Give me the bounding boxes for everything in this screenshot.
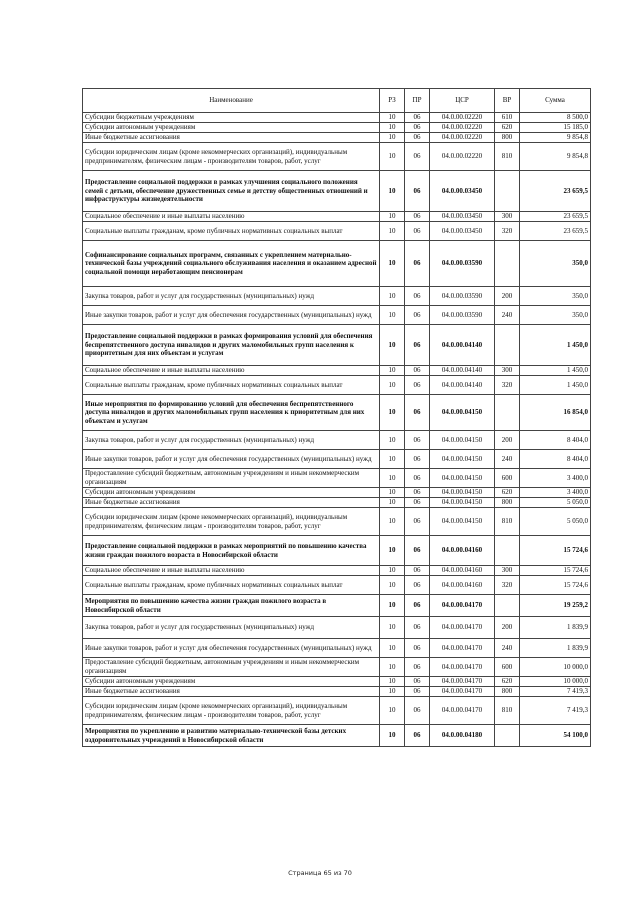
cell-sum: 10 000,0 [520,677,591,687]
cell-name: Субсидии автономным учреждениям [83,488,380,498]
table-row [83,222,591,241]
cell-pr: 06 [405,536,430,566]
cell-name: Иные мероприятия по формированию условий для обеспечения беспрепятственного доступа инвалидов и других маломобильных групп населения к приоритетным для них объектам и услугам [83,395,380,431]
table-row [83,576,591,595]
cell-vr: 620 [495,677,520,687]
header-vr: ВР [495,89,520,113]
table-row [83,508,591,536]
cell-vr [495,241,520,287]
cell-pr: 06 [405,450,430,469]
cell-csr: 04.0.00.02220 [430,143,495,171]
cell-vr: 810 [495,143,520,171]
table-row [83,450,591,469]
cell-pr: 06 [405,697,430,725]
cell-pr: 06 [405,498,430,508]
cell-vr: 200 [495,431,520,450]
cell-name: Иные бюджетные ассигнования [83,687,380,697]
cell-csr: 04.0.00.04160 [430,566,495,576]
cell-vr: 620 [495,488,520,498]
cell-name: Предоставление субсидий бюджетным, автономным учреждениям и иным некоммерческим организациям [83,469,380,488]
table-row [83,287,591,306]
table-row [83,595,591,617]
cell-csr: 04.0.00.04170 [430,639,495,658]
table-row [83,536,591,566]
cell-sum: 19 259,2 [520,595,591,617]
cell-sum: 15 724,6 [520,536,591,566]
cell-pr: 06 [405,576,430,595]
cell-rz: 10 [380,325,405,366]
cell-sum: 15 724,6 [520,566,591,576]
cell-sum: 5 050,0 [520,498,591,508]
cell-csr: 04.0.00.03450 [430,212,495,222]
cell-csr: 04.0.00.04140 [430,376,495,395]
cell-pr: 06 [405,366,430,376]
cell-sum: 350,0 [520,306,591,325]
cell-vr: 300 [495,366,520,376]
cell-name: Мероприятия по повышению качества жизни граждан пожилого возраста в Новосибирской области [83,595,380,617]
table-header-row [83,89,591,113]
cell-vr [495,171,520,212]
table-row [83,113,591,123]
cell-pr: 06 [405,639,430,658]
cell-vr: 200 [495,617,520,639]
cell-rz: 10 [380,143,405,171]
cell-pr: 06 [405,431,430,450]
cell-name: Социальное обеспечение и иные выплаты населению [83,366,380,376]
cell-sum: 7 419,3 [520,687,591,697]
cell-sum: 23 659,5 [520,222,591,241]
cell-csr: 04.0.00.03450 [430,222,495,241]
cell-csr: 04.0.00.04150 [430,431,495,450]
cell-vr: 240 [495,639,520,658]
cell-name: Субсидии автономным учреждениям [83,677,380,687]
table-row [83,725,591,747]
cell-rz: 10 [380,431,405,450]
header-pr: ПР [405,89,430,113]
cell-sum: 1 839,9 [520,617,591,639]
cell-sum: 350,0 [520,287,591,306]
cell-name: Предоставление социальной поддержки в рамках мероприятий по повышению качества жизни граждан пожилого возраста в Новосибирской области [83,536,380,566]
cell-csr: 04.0.00.04170 [430,617,495,639]
cell-csr: 04.0.00.03590 [430,241,495,287]
table-row [83,171,591,212]
budget-table [82,88,591,747]
cell-pr: 06 [405,617,430,639]
cell-name: Субсидии бюджетным учреждениям [83,113,380,123]
cell-csr: 04.0.00.04170 [430,595,495,617]
cell-rz: 10 [380,687,405,697]
cell-rz: 10 [380,677,405,687]
cell-sum: 3 400,0 [520,488,591,498]
cell-name: Предоставление социальной поддержки в рамках формирования условий для обеспечения беспрепятственного доступа инвалидов и других маломобильных групп населения к приоритетным для них объектам и услугам [83,325,380,366]
cell-rz: 10 [380,488,405,498]
table-row [83,306,591,325]
cell-sum: 16 854,0 [520,395,591,431]
cell-pr: 06 [405,595,430,617]
cell-sum: 10 000,0 [520,658,591,677]
cell-rz: 10 [380,566,405,576]
cell-rz: 10 [380,395,405,431]
cell-sum: 7 419,3 [520,697,591,725]
page-number: Страница 65 из 70 [288,869,352,877]
cell-name: Иные закупки товаров, работ и услуг для обеспечения государственных (муниципальных) нужд [83,450,380,469]
cell-vr: 810 [495,697,520,725]
cell-pr: 06 [405,469,430,488]
table-row [83,431,591,450]
table-row [83,241,591,287]
cell-rz: 10 [380,508,405,536]
cell-name: Софинансирование социальных программ, связанных с укреплением материально-технической базы учреждений социального обслуживания населения и оказанием адресной социальной помощи неработающим пенсионерам [83,241,380,287]
cell-pr: 06 [405,725,430,747]
cell-vr: 600 [495,658,520,677]
cell-csr: 04.0.00.04170 [430,687,495,697]
cell-csr: 04.0.00.02220 [430,123,495,133]
table-row [83,697,591,725]
cell-name: Иные закупки товаров, работ и услуг для обеспечения государственных (муниципальных) нужд [83,306,380,325]
cell-name: Субсидии автономным учреждениям [83,123,380,133]
table-row [83,658,591,677]
cell-rz: 10 [380,287,405,306]
cell-sum: 8 404,0 [520,431,591,450]
cell-pr: 06 [405,395,430,431]
table-row [83,325,591,366]
cell-pr: 06 [405,222,430,241]
cell-rz: 10 [380,576,405,595]
cell-pr: 06 [405,287,430,306]
cell-rz: 10 [380,212,405,222]
cell-csr: 04.0.00.04150 [430,450,495,469]
cell-sum: 8 500,0 [520,113,591,123]
header-sum: Сумма [520,89,591,113]
header-rz: РЗ [380,89,405,113]
cell-csr: 04.0.00.04170 [430,677,495,687]
cell-csr: 04.0.00.04150 [430,488,495,498]
cell-csr: 04.0.00.04170 [430,697,495,725]
cell-rz: 10 [380,725,405,747]
cell-vr: 800 [495,687,520,697]
cell-name: Социальное обеспечение и иные выплаты населению [83,566,380,576]
cell-csr: 04.0.00.04160 [430,576,495,595]
cell-csr: 04.0.00.04140 [430,366,495,376]
cell-pr: 06 [405,658,430,677]
table-row [83,469,591,488]
cell-name: Иные бюджетные ассигнования [83,133,380,143]
table-row [83,123,591,133]
cell-rz: 10 [380,639,405,658]
cell-sum: 9 854,8 [520,143,591,171]
cell-pr: 06 [405,123,430,133]
cell-name: Предоставление социальной поддержки в рамках улучшения социального положения семей с детьми, обеспечение дружественных семье и детству общественных отношений и инфраструктуры жизнедеятельности [83,171,380,212]
cell-csr: 04.0.00.02220 [430,133,495,143]
cell-sum: 350,0 [520,241,591,287]
cell-vr: 800 [495,133,520,143]
cell-pr: 06 [405,566,430,576]
cell-name: Мероприятия по укреплению и развитию материально-технической базы детских оздоровительных учреждений в Новосибирской области [83,725,380,747]
cell-rz: 10 [380,498,405,508]
cell-rz: 10 [380,450,405,469]
cell-sum: 1 839,9 [520,639,591,658]
cell-vr: 200 [495,287,520,306]
cell-vr: 320 [495,222,520,241]
cell-csr: 04.0.00.04150 [430,498,495,508]
cell-csr: 04.0.00.04150 [430,508,495,536]
cell-vr: 300 [495,212,520,222]
cell-rz: 10 [380,595,405,617]
cell-sum: 3 400,0 [520,469,591,488]
cell-pr: 06 [405,306,430,325]
cell-sum: 1 450,0 [520,325,591,366]
cell-name: Иные бюджетные ассигнования [83,498,380,508]
table-row [83,376,591,395]
cell-sum: 15 185,0 [520,123,591,133]
cell-rz: 10 [380,697,405,725]
cell-name: Предоставление субсидий бюджетным, автономным учреждениям и иным некоммерческим организациям [83,658,380,677]
table-row [83,143,591,171]
table-row [83,488,591,498]
cell-sum: 5 050,0 [520,508,591,536]
cell-sum: 23 659,5 [520,212,591,222]
cell-rz: 10 [380,123,405,133]
table-row [83,677,591,687]
cell-vr: 620 [495,123,520,133]
table-row [83,498,591,508]
cell-csr: 04.0.00.04140 [430,325,495,366]
cell-csr: 04.0.00.02220 [430,113,495,123]
cell-name: Закупка товаров, работ и услуг для государственных (муниципальных) нужд [83,617,380,639]
cell-pr: 06 [405,376,430,395]
cell-rz: 10 [380,658,405,677]
table-row [83,639,591,658]
cell-name: Социальные выплаты гражданам, кроме публичных нормативных социальных выплат [83,376,380,395]
cell-vr: 810 [495,508,520,536]
cell-vr: 240 [495,450,520,469]
cell-vr: 800 [495,498,520,508]
cell-csr: 04.0.00.04150 [430,395,495,431]
cell-pr: 06 [405,325,430,366]
cell-rz: 10 [380,306,405,325]
table-row [83,133,591,143]
table-row [83,566,591,576]
cell-sum: 54 100,0 [520,725,591,747]
cell-vr: 600 [495,469,520,488]
cell-vr: 320 [495,576,520,595]
cell-csr: 04.0.00.03590 [430,287,495,306]
cell-vr [495,395,520,431]
cell-name: Субсидии юридическим лицам (кроме некоммерческих организаций), индивидуальным предпринимателям, физическим лицам - производителям товаров, работ, услуг [83,143,380,171]
cell-vr: 320 [495,376,520,395]
table-row [83,212,591,222]
cell-sum: 8 404,0 [520,450,591,469]
cell-csr: 04.0.00.04180 [430,725,495,747]
cell-vr: 240 [495,306,520,325]
cell-rz: 10 [380,536,405,566]
cell-sum: 23 659,5 [520,171,591,212]
cell-csr: 04.0.00.04160 [430,536,495,566]
cell-name: Субсидии юридическим лицам (кроме некоммерческих организаций), индивидуальным предпринимателям, физическим лицам - производителям товаров, работ, услуг [83,508,380,536]
cell-rz: 10 [380,222,405,241]
cell-name: Социальное обеспечение и иные выплаты населению [83,212,380,222]
cell-pr: 06 [405,508,430,536]
table-row [83,617,591,639]
cell-pr: 06 [405,241,430,287]
cell-csr: 04.0.00.03590 [430,306,495,325]
cell-name: Субсидии юридическим лицам (кроме некоммерческих организаций), индивидуальным предпринимателям, физическим лицам - производителям товаров, работ, услуг [83,697,380,725]
cell-name: Социальные выплаты гражданам, кроме публичных нормативных социальных выплат [83,222,380,241]
cell-sum: 15 724,6 [520,576,591,595]
cell-vr [495,536,520,566]
cell-csr: 04.0.00.04150 [430,469,495,488]
cell-vr: 610 [495,113,520,123]
cell-csr: 04.0.00.03450 [430,171,495,212]
cell-rz: 10 [380,171,405,212]
cell-sum: 9 854,8 [520,133,591,143]
table-body [83,113,591,747]
cell-rz: 10 [380,133,405,143]
cell-sum: 1 450,0 [520,366,591,376]
header-csr: ЦСР [430,89,495,113]
cell-sum: 1 450,0 [520,376,591,395]
cell-rz: 10 [380,241,405,287]
cell-vr [495,325,520,366]
cell-pr: 06 [405,677,430,687]
cell-pr: 06 [405,113,430,123]
cell-vr [495,725,520,747]
cell-rz: 10 [380,366,405,376]
cell-name: Закупка товаров, работ и услуг для государственных (муниципальных) нужд [83,287,380,306]
cell-pr: 06 [405,133,430,143]
cell-name: Закупка товаров, работ и услуг для государственных (муниципальных) нужд [83,431,380,450]
table-row [83,366,591,376]
table-row [83,395,591,431]
cell-pr: 06 [405,488,430,498]
cell-rz: 10 [380,617,405,639]
cell-name: Иные закупки товаров, работ и услуг для обеспечения государственных (муниципальных) нужд [83,639,380,658]
cell-csr: 04.0.00.04170 [430,658,495,677]
cell-vr: 300 [495,566,520,576]
cell-rz: 10 [380,113,405,123]
cell-rz: 10 [380,469,405,488]
cell-pr: 06 [405,687,430,697]
cell-pr: 06 [405,171,430,212]
cell-name: Социальные выплаты гражданам, кроме публичных нормативных социальных выплат [83,576,380,595]
cell-pr: 06 [405,143,430,171]
cell-rz: 10 [380,376,405,395]
cell-pr: 06 [405,212,430,222]
cell-vr [495,595,520,617]
table-row [83,687,591,697]
header-name: Наименование [83,89,380,113]
